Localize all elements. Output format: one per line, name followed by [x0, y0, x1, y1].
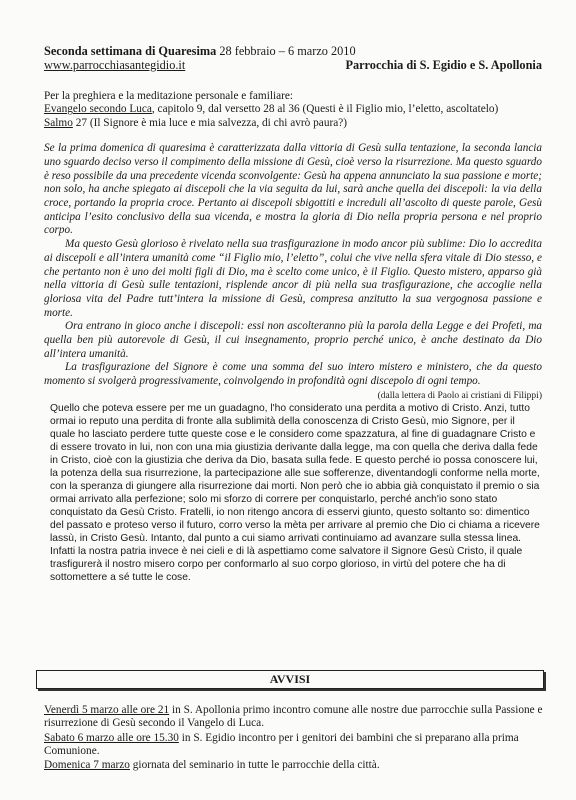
notice-text: giornata del seminario in tutte le parrocchie della città. — [129, 759, 380, 772]
reflection-paragraph: Ma questo Gesù glorioso è rivelato nella sua trasfigurazione in modo ancor più sublime: Dio lo accredita ai discepoli e all’intera umanità come “il Figlio mio, l’eletto”, colui che vive nella sfera vitale di Dio stesso, e che pertanto non è uno dei molti figli di Dio, ma è scelto come unico, è il Figlio. Questo mistero, apparso già nella vittoria di Gesù sulle tentazioni, risplende ancor di più nella sua trasfigurazione, che accoglie nella gloriosa vita del Padre tutt’intera la missione di Gesù, compresa anzitutto la sua vergognosa passione e morte. — [44, 238, 542, 319]
reflection-paragraph: La trasfigurazione del Signore è come una somma del suo intero mistero e ministero, che da questo momento si svolgerà progressivamente, coinvolgendo in profondità ogni discepolo di ogni tempo. — [44, 361, 542, 388]
gospel-detail: , capitolo 9, dal versetto 28 al 36 (Questi è il Figlio mio, l’eletto, ascoltatelo) — [151, 103, 499, 116]
notice-item — [44, 704, 544, 731]
gospel-reference: Evangelo secondo Luca — [44, 103, 152, 116]
notices-list — [44, 704, 544, 773]
notice-text: in S. Apollonia primo incontro comune alle nostre due parrocchie sulla Passione e risurrezione di Gesù secondo il Vangelo di Luca. — [44, 704, 543, 730]
gospel-reading — [44, 103, 542, 116]
reflection-text — [44, 142, 542, 389]
reflection-paragraph: Ora entrano in gioco anche i discepoli: essi non ascolteranno più la parola della Legge e dei Profeti, ma quella ben più autorevole di Gesù, il cui insegnamento, proprio perché unico, è anche destinato da Dio all’intera umanità. — [44, 320, 542, 360]
header — [44, 44, 542, 74]
header-title-line — [44, 44, 356, 59]
notice-date: Sabato 6 marzo alle ore 15.30 — [44, 731, 179, 744]
website-link[interactable]: www.parrocchiasantegidio.it — [44, 58, 186, 72]
letter-text: Quello che poteva essere per me un guadagno, l'ho considerato una perdita a motivo di Cristo. Anzi, tutto ormai io reputo una perdita di fronte alla sublimità della conoscenza di Cristo Gesù, mio Signore, per il quale ho lasciato perdere tutte queste cose e le considero come spazzatura, al fine di guadagnare Cristo e di essere trovato in lui, non con una mia giustizia derivante dalla legge, ma con quella che deriva dalla fede in Cristo, cioè con la giustizia che deriva da Dio, basata sulla fede. E questo perché io possa conoscere lui, la potenza della sua risurrezione, la partecipazione alle sue sofferenze, diventandogli conforme nella morte, con la speranza di giungere alla risurrezione dai morti. Non però che io abbia già conquistato il premio o sia ormai arrivato alla perfezione; solo mi sforzo di correre per conquistarlo, perché anch'io sono stato conquistato da Gesù Cristo. Fratelli, io non ritengo ancora di esservi giunto, questo soltanto so: dimentico del passato e proteso verso il futuro, corro verso la mèta per arrivare al premio che Dio ci chiama a ricevere lassù, in Cristo Gesù. Intanto, dal punto a cui siamo arrivati continuiamo ad avanzare sulla stessa linea. Infatti la nostra patria invece è nei cieli e di là aspettiamo come salvatore il Signore Gesù Cristo, il quale trasfigurerà il nostro misero corpo per conformarlo al suo corpo glorioso, in virtù del potere che ha di sottomettere a sé tutte le cose. — [50, 402, 540, 584]
reflection-paragraph: Se la prima domenica di quaresima è caratterizzata dalla vittoria di Gesù sulla tentazione, la seconda lancia uno sguardo deciso verso il compimento della missione di Gesù, cioè verso la risurrezione. Ma questo sguardo è reso possibile da una precedente vicenda sconvolgente: Gesù ha appena annunciato la sua passione e morte; non solo, ha anche spiegato ai discepoli che la via seguita da lui, sarà anche quella dei discepoli: la via della croce, portando la propria croce. Pertanto ai discepoli sbigottiti e increduli all’ascolto di queste parole, Gesù anticipa l’esito conclusivo della sua vicenda, e mostra la gloria di Dio nella propria persona e nel proprio corpo. — [44, 142, 542, 237]
parish-name: Parrocchia di S. Egidio e S. Apollonia — [345, 58, 542, 72]
letter-attribution: (dalla lettera di Paolo ai cristiani di Filippi) — [377, 390, 542, 401]
notice-date: Domenica 7 marzo — [44, 759, 130, 772]
notices-heading: AVVISI — [36, 670, 544, 689]
readings-intro — [44, 90, 542, 130]
notice-item — [44, 732, 544, 759]
psalm-reference: Salmo — [44, 116, 73, 129]
week-dates: 28 febbraio – 6 marzo 2010 — [216, 44, 356, 58]
psalm-detail: 27 (Il Signore è mia luce e mia salvezza, di chi avrò paura?) — [72, 116, 348, 129]
week-title: Seconda settimana di Quaresima — [44, 44, 217, 58]
bulletin-page — [44, 44, 542, 585]
notice-text: in S. Egidio incontro per i genitori dei bambini che si preparano alla prima Comunione. — [44, 731, 519, 757]
notice-item — [44, 759, 544, 772]
intro-line: Per la preghiera e la meditazione personale e familiare: — [44, 90, 294, 102]
psalm-reading — [44, 117, 542, 130]
notice-date: Venerdì 5 marzo alle ore 21 — [44, 704, 170, 716]
